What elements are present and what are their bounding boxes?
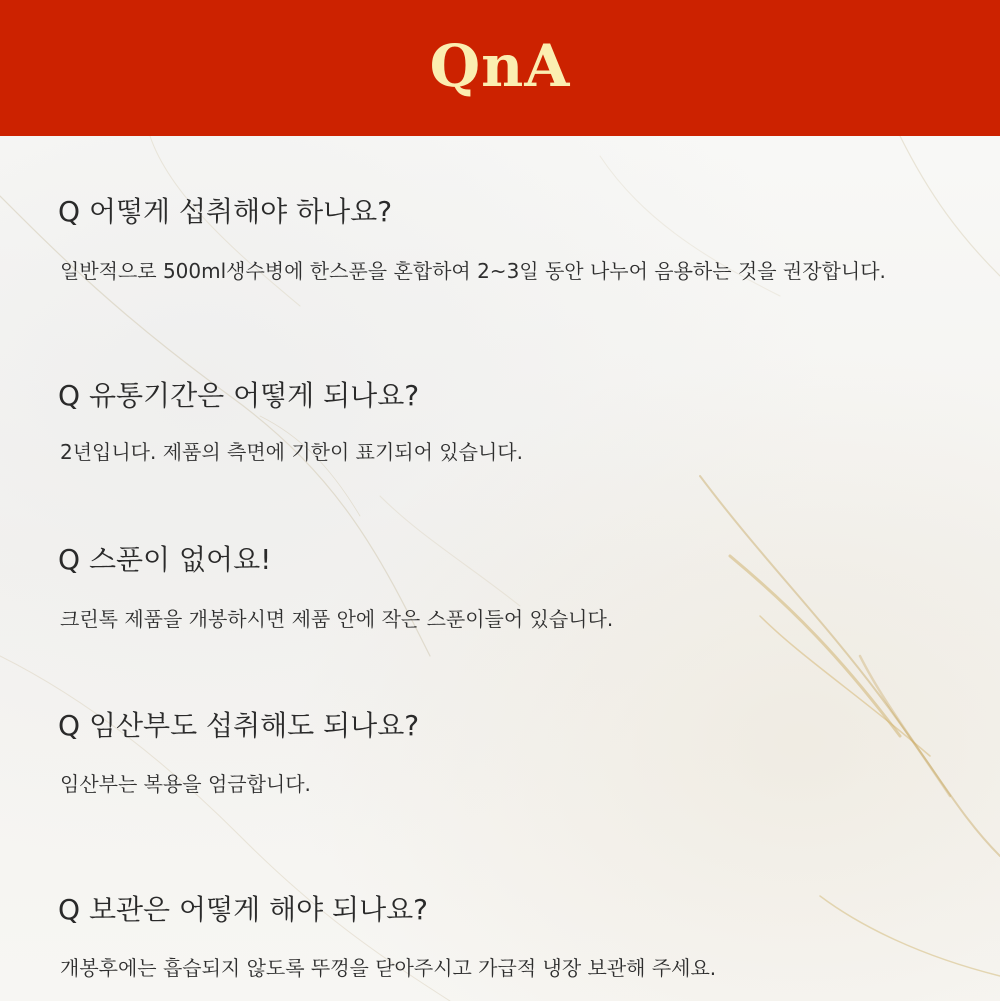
faq-question: Q 유통기간은 어떻게 되나요? xyxy=(58,379,420,412)
faq-answer: 크린톡 제품을 개봉하시면 제품 안에 작은 스푼이들어 있습니다. xyxy=(60,607,614,631)
faq-answer: 임산부는 복용을 엄금합니다. xyxy=(60,772,311,796)
faq-question: Q 어떻게 섭취해야 하나요? xyxy=(58,195,393,228)
faq-answer: 일반적으로 500ml생수병에 한스푼을 혼합하여 2~3일 동안 나누어 음용하는 것을 권장합니다. xyxy=(60,259,886,283)
header-banner xyxy=(0,0,1000,136)
marble-background xyxy=(0,136,1000,1001)
faq-answer: 2년입니다. 제품의 측면에 기한이 표기되어 있습니다. xyxy=(60,440,523,464)
page-title: QnA xyxy=(429,32,571,100)
faq-question: Q 보관은 어떻게 해야 되나요? xyxy=(58,893,429,926)
faq-question: Q 스푼이 없어요! xyxy=(58,543,272,576)
faq-question: Q 임산부도 섭취해도 되나요? xyxy=(58,709,420,742)
faq-answer: 개봉후에는 흡습되지 않도록 뚜껑을 닫아주시고 가급적 냉장 보관해 주세요. xyxy=(60,956,717,980)
